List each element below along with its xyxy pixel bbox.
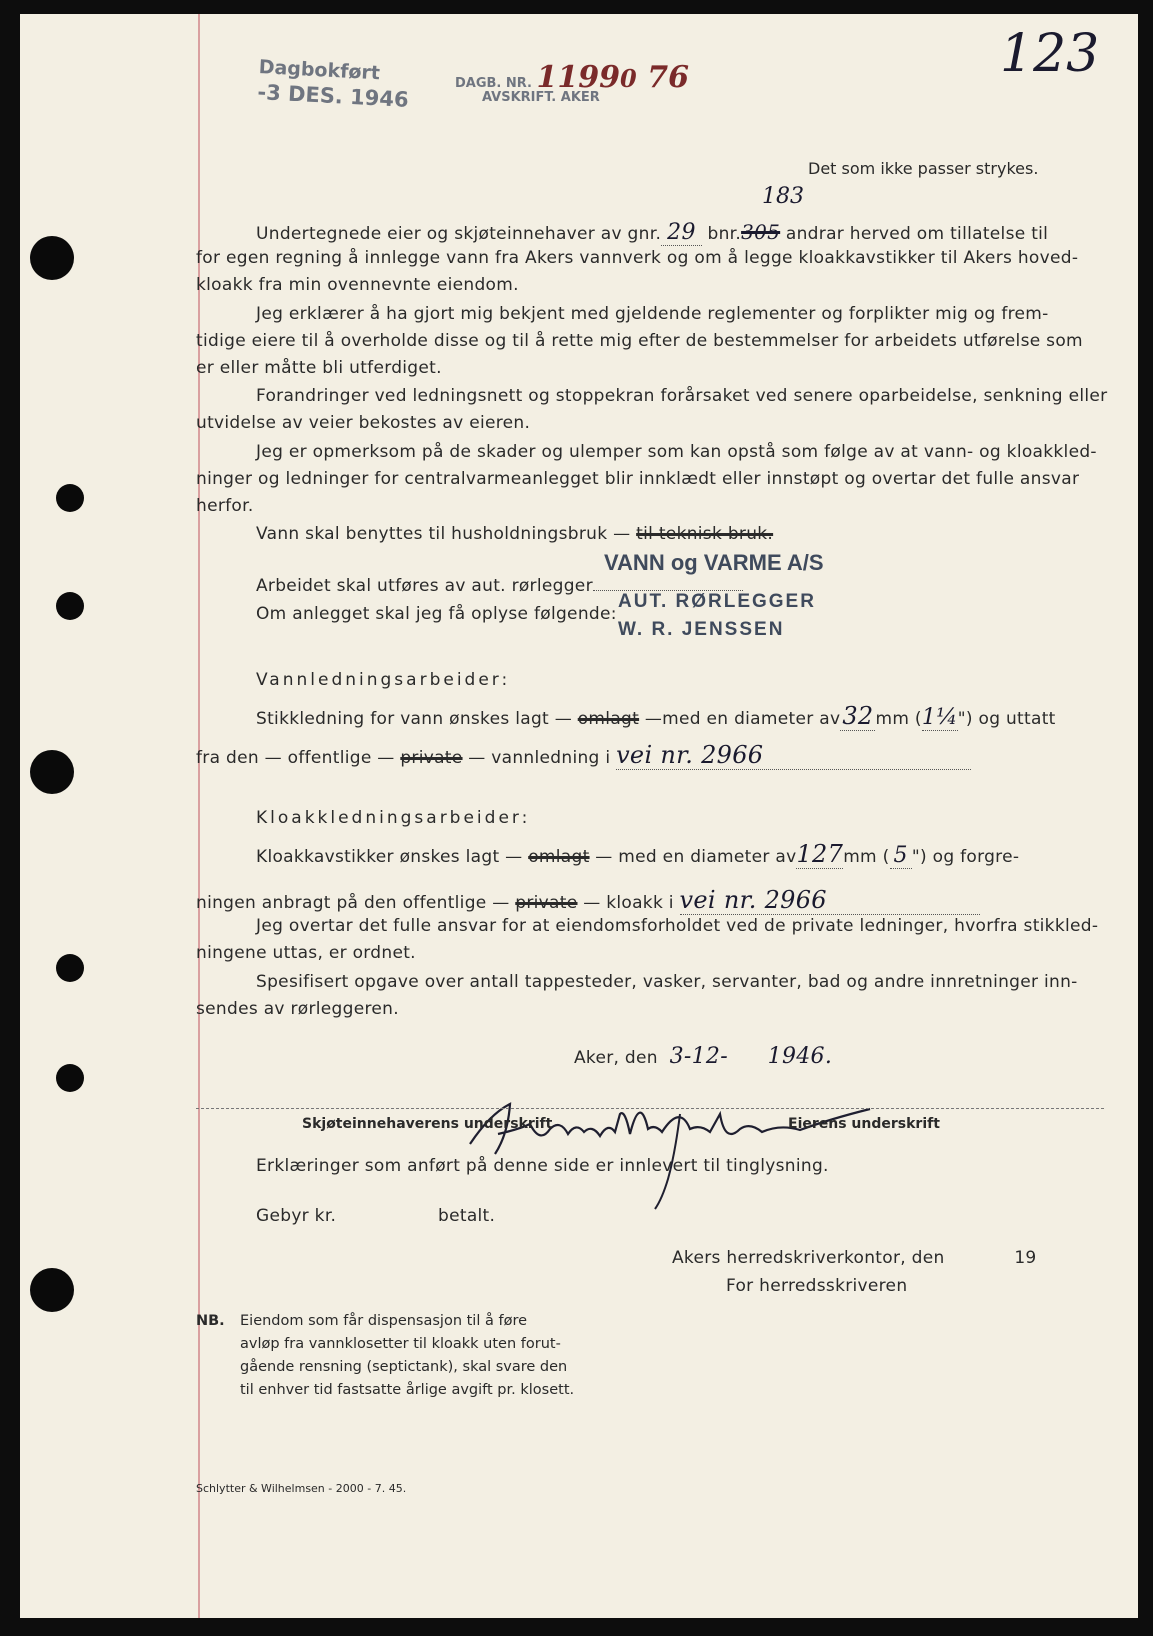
p1-text-a: Undertegnede eier og skjøteinnehaver av gnr. bbox=[256, 224, 662, 244]
page-number: 123 bbox=[1000, 24, 1100, 84]
strike-note: Det som ikke passer strykes. bbox=[808, 159, 1039, 178]
dagbokfort-stamp bbox=[257, 56, 411, 112]
vann-diameter-inch: 1¼ bbox=[921, 705, 958, 730]
para2-line2: tidige eiere til å overholde disse og til å rette mig efter de bestemmelser for arbeidets utførelse som bbox=[196, 331, 1083, 351]
vann-line1 bbox=[256, 702, 1056, 730]
vann-l2-b: — vannledning i bbox=[468, 748, 611, 768]
nb-line: gående rensning (septictank), skal svare den bbox=[240, 1359, 568, 1375]
para4-line2: ninger og ledninger for centralvarmeanlegget blir innklædt eller innstøpt og overtar det fulle ansvar bbox=[196, 469, 1080, 489]
proprietor-sign-label: Eierens underskrift bbox=[788, 1116, 940, 1132]
vann-l1-c: mm ( bbox=[875, 709, 922, 729]
kloakk-p1-line2: ningene uttas, er ordnet. bbox=[196, 943, 416, 963]
kloakk-location: vei nr. 2966 bbox=[680, 886, 980, 915]
kloakk-heading: Kloakkledningsarbeider: bbox=[256, 808, 531, 828]
vann-l1-struck: omlagt bbox=[577, 709, 640, 729]
erklaring-line: Erklæringer som anført på denne side er innlevert til tinglysning. bbox=[256, 1156, 829, 1176]
betalt-label: betalt. bbox=[438, 1206, 496, 1226]
kloakk-p1-line1: Jeg overtar det fulle ansvar for at eiendomsforholdet ved de private ledninger, hvorfra stikkled- bbox=[256, 916, 1099, 936]
dagb-hand-number: 76 bbox=[647, 60, 689, 95]
sign-date: 3-12- bbox=[669, 1044, 728, 1069]
punch-hole bbox=[56, 954, 84, 982]
vann-l1-d: ") og uttatt bbox=[957, 709, 1056, 729]
p1-text-b: andrar herved om tillatelse til bbox=[785, 224, 1049, 244]
dagb-number: 1199 bbox=[536, 60, 620, 95]
owner-sign-label: Skjøteinnehaverens underskrift bbox=[302, 1116, 553, 1132]
para5-line bbox=[256, 524, 773, 544]
punch-hole bbox=[56, 484, 84, 512]
kloakk-diameter-inch: 5 bbox=[890, 843, 912, 869]
para1-line3: kloakk fra min ovennevnte eiendom. bbox=[196, 275, 519, 295]
handwritten-signature bbox=[450, 1074, 910, 1214]
stamp-rorlegger-line1: AUT. RØRLEGGER bbox=[618, 591, 816, 612]
para3-line1: Forandringer ved ledningsnett og stoppekran forårsaket ved senere oparbeidelse, senkning eller bbox=[256, 386, 1108, 406]
kloakk-p2-line2: sendes av rørleggeren. bbox=[196, 999, 399, 1019]
vann-l2-struck: private bbox=[400, 748, 463, 768]
stamp-date-text: -3 DES. 1946 bbox=[256, 80, 410, 112]
nb-line: avløp fra vannklosetter til kloakk uten forut- bbox=[240, 1336, 561, 1352]
kloakk-l1-a: Kloakkavstikker bbox=[256, 847, 394, 867]
para2-line3: er eller måtte bli utferdiget. bbox=[196, 358, 442, 378]
dagb-suffix: 0 bbox=[620, 64, 637, 93]
para4-line3: herfor. bbox=[196, 496, 254, 516]
kloakk-l1-b: ønskes lagt — bbox=[399, 847, 523, 867]
para1-line2: for egen regning å innlegge vann fra Akers vannverk og om å legge kloakkavstikker til Akers hoved- bbox=[196, 248, 1079, 268]
kloakk-l2-struck: private bbox=[515, 893, 578, 913]
para1-line1 bbox=[256, 220, 1048, 245]
vann-l1-b: —med en diameter av bbox=[644, 709, 841, 729]
kontor-year-prefix: 19 bbox=[1014, 1248, 1037, 1268]
kloakk-l2-b: — kloakk i bbox=[583, 893, 674, 913]
punch-hole bbox=[30, 1268, 74, 1312]
sign-place: Aker, den bbox=[574, 1048, 658, 1068]
vann-line2 bbox=[196, 741, 971, 770]
kloakk-line1 bbox=[256, 840, 1019, 868]
printer-imprint: Schlytter & Wilhelmsen - 2000 - 7. 45. bbox=[196, 1482, 407, 1495]
kloakk-l1-e: ") og forgre- bbox=[911, 847, 1020, 867]
vann-location: vei nr. 2966 bbox=[616, 741, 971, 770]
nb-text bbox=[240, 1310, 574, 1402]
punch-hole bbox=[30, 236, 74, 280]
vann-l2-a: fra den — offentlige — bbox=[196, 748, 395, 768]
rorlegger-stamp bbox=[618, 588, 816, 644]
kloakk-l2-a: ningen anbragt på den offentlige — bbox=[196, 893, 510, 913]
nb-line: til enhver tid fastsatte årlige avgift pr. klosett. bbox=[240, 1382, 575, 1398]
kloakk-line2 bbox=[196, 886, 980, 915]
kloakk-p2-line1: Spesifisert opgave over antall tappesteder, vasker, servanter, bad og andre innretninger inn- bbox=[256, 972, 1078, 992]
punch-hole bbox=[56, 592, 84, 620]
stamp-dagbok-text: Dagbokført bbox=[258, 56, 381, 85]
kontor-line bbox=[672, 1248, 1037, 1268]
document-page bbox=[20, 14, 1138, 1618]
for-herredsskriveren: For herredsskriveren bbox=[726, 1276, 908, 1296]
vann-l1-a: Stikkledning for vann ønskes lagt — bbox=[256, 709, 573, 729]
vann-diameter-mm: 32 bbox=[842, 702, 874, 730]
p5-struck: til teknisk bruk. bbox=[636, 524, 774, 544]
nb-label: NB. bbox=[196, 1313, 225, 1329]
bnr-new-value: 183 bbox=[762, 184, 804, 209]
dagb-label: DAGB. NR. bbox=[455, 76, 532, 91]
kloakk-l1-c: — med en diameter av bbox=[595, 847, 797, 867]
kloakk-l1-d: mm ( bbox=[843, 847, 890, 867]
vann-heading: Vannledningsarbeider: bbox=[256, 670, 511, 690]
date-line bbox=[574, 1044, 832, 1069]
company-stamp: VANN og VARME A/S bbox=[604, 550, 824, 575]
avskrift-stamp: AVSKRIFT. AKER bbox=[482, 90, 600, 105]
bnr-struck: 305 bbox=[741, 220, 781, 244]
para2-line1: Jeg erklærer å ha gjort mig bekjent med gjeldende reglementer og forplikter mig og frem- bbox=[256, 304, 1049, 324]
gnr-value: 29 bbox=[661, 220, 702, 246]
punch-hole bbox=[30, 750, 74, 794]
kontor-text: Akers herredskriverkontor, den bbox=[672, 1248, 945, 1268]
kloakk-l1-struck: omlagt bbox=[528, 847, 590, 867]
punch-hole bbox=[56, 1064, 84, 1092]
para7-line: Om anlegget skal jeg få oplyse følgende: bbox=[256, 604, 617, 624]
signature-rule bbox=[196, 1108, 1104, 1109]
p5-text: Vann skal benyttes til husholdningsbruk — bbox=[256, 524, 631, 544]
para3-line2: utvidelse av veier bekostes av eieren. bbox=[196, 413, 531, 433]
sign-year: 1946. bbox=[767, 1044, 833, 1069]
stamp-rorlegger-line2: W. R. JENSSEN bbox=[618, 619, 785, 640]
nb-line: Eiendom som får dispensasjon til å føre bbox=[240, 1313, 528, 1329]
para4-line1: Jeg er opmerksom på de skader og ulemper som kan opstå som følge av at vann- og kloakkled- bbox=[256, 442, 1097, 462]
gebyr-label: Gebyr kr. bbox=[256, 1206, 337, 1226]
p6-text: Arbeidet skal utføres av aut. rørlegger bbox=[256, 576, 593, 596]
kloakk-diameter-mm: 127 bbox=[796, 840, 844, 868]
bnr-label: bnr. bbox=[707, 224, 742, 244]
